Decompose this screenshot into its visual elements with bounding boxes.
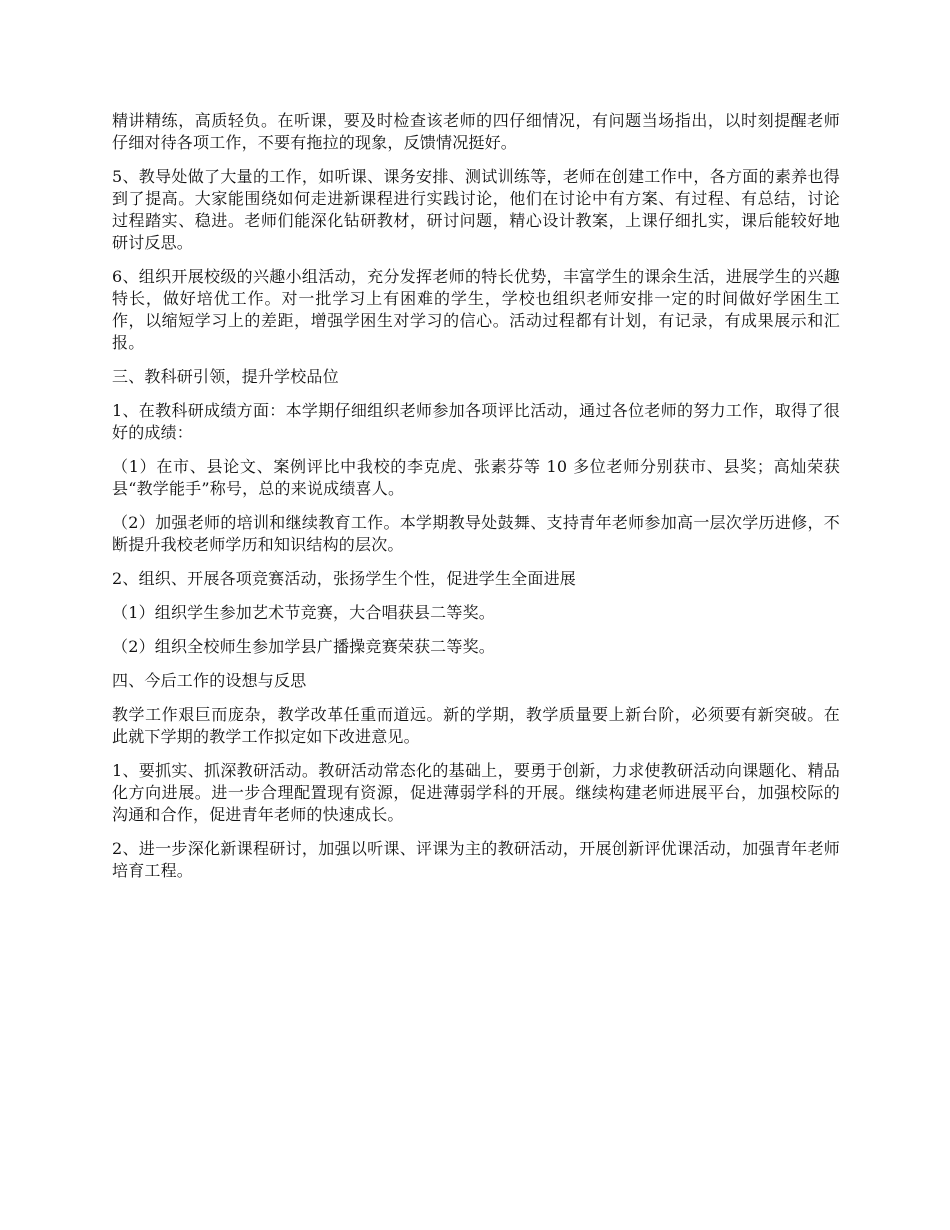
paragraph-future-2: 2、进一步深化新课程研讨，加强以听课、评课为主的教研活动，开展创新评优课活动，加强青年老师培育工程。 <box>112 839 840 880</box>
section-heading-3: 三、教科研引领，提升学校品位 <box>112 367 339 386</box>
paragraph-future-intro: 教学工作艰巨而庞杂，教学改革任重而道远。新的学期，教学质量要上新台阶，必须要有新突破。在此就下学期的教学工作拟定如下改进意见。 <box>112 705 840 746</box>
paragraph-item-5: 5、教导处做了大量的工作，如听课、课务安排、测试训练等，老师在创建工作中，各方面的素养也得到了提高。大家能围绕如何走进新课程进行实践讨论，他们在讨论中有方案、有过程、有总结，讨论过程踏实、稳进。老师们能深化钻研教材，研讨问题，精心设计教案，上课仔细扎实，课后能较好地研讨反思。 <box>112 167 840 252</box>
paragraph-item-6: 6、组织开展校级的兴趣小组活动，充分发挥老师的特长优势，丰富学生的课余生活，进展学生的兴趣特长，做好培优工作。对一批学习上有困难的学生，学校也组织老师安排一定的时间做好学困生工作，以缩短学习上的差距，增强学困生对学习的信心。活动过程都有计划，有记录，有成果展示和汇报。 <box>112 267 840 352</box>
paragraph-research-1-1: （1）在市、县论文、案例评比中我校的李克虎、张素芬等 10 多位老师分别获市、县奖；高灿荣获县“教学能手”称号，总的来说成绩喜人。 <box>112 457 840 498</box>
paragraph-intro-continuation: 精讲精练，高质轻负。在听课，要及时检查该老师的四仔细情况，有问题当场指出，以时刻提醒老师仔细对待各项工作，不要有拖拉的现象，反馈情况挺好。 <box>112 111 840 152</box>
section-heading-4: 四、今后工作的设想与反思 <box>112 671 307 690</box>
paragraph-research-1-2: （2）加强老师的培训和继续教育工作。本学期教导处鼓舞、支持青年老师参加高一层次学历进修，不断提升我校老师学历和知识结构的层次。 <box>112 513 840 554</box>
paragraph-competition-2-1: （1）组织学生参加艺术节竞赛，大合唱获县二等奖。 <box>112 603 495 622</box>
paragraph-future-1: 1、要抓实、抓深教研活动。教研活动常态化的基础上，要勇于创新，力求使教研活动向课题化、精品化方向进展。进一步合理配置现有资源，促进薄弱学科的开展。继续构建老师进展平台，加强校际的沟通和合作，促进青年老师的快速成长。 <box>112 761 840 824</box>
paragraph-competition-2-2: （2）组织全校师生参加学县广播操竞赛荣获二等奖。 <box>112 637 495 656</box>
paragraph-research-1: 1、在教科研成绩方面：本学期仔细组织老师参加各项评比活动，通过各位老师的努力工作，取得了很好的成绩： <box>112 401 840 442</box>
document-page <box>112 110 840 894</box>
paragraph-competition-2: 2、组织、开展各项竞赛活动，张扬学生个性，促进学生全面进展 <box>112 569 576 588</box>
